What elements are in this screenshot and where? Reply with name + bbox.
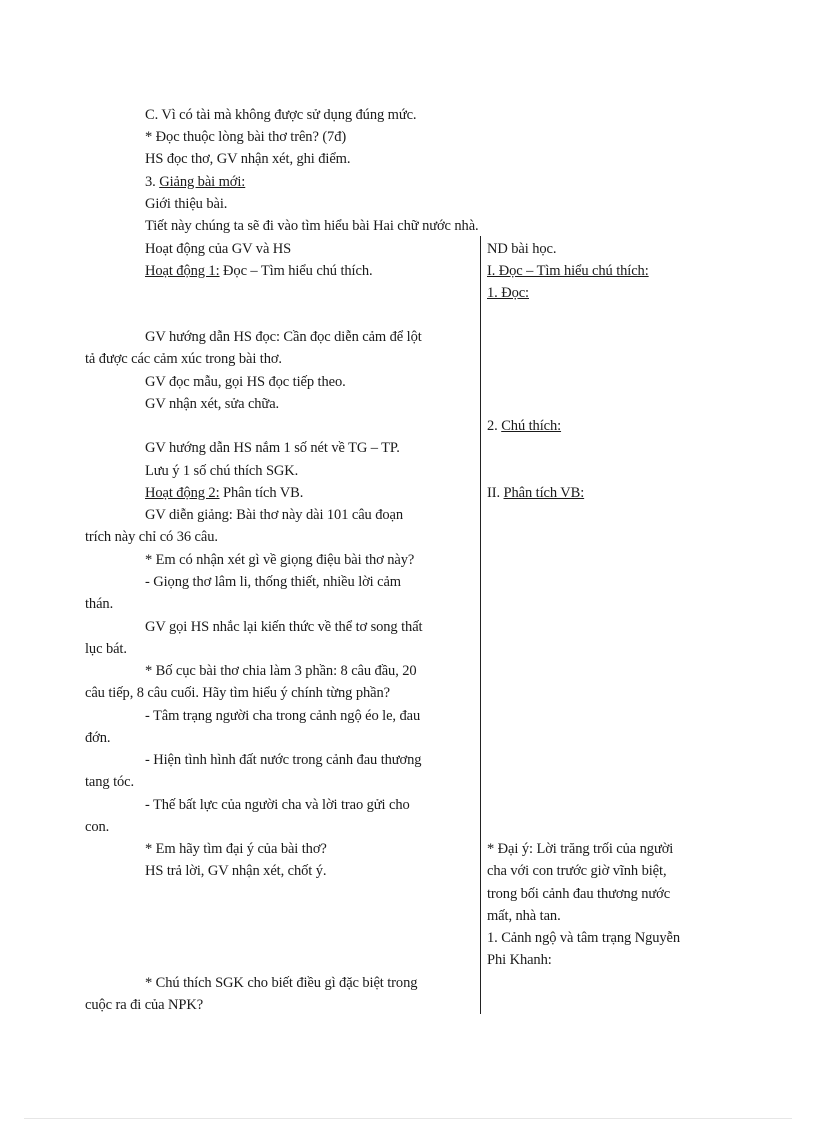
- left-column-header: Hoạt động của GV và HS: [145, 241, 292, 257]
- reading-guide-line-1: GV hướng dẫn HS đọc: Cần đọc diễn cảm để lột: [145, 329, 422, 345]
- section-2-number: II.: [487, 485, 500, 501]
- lecture-line-1: GV diễn giảng: Bài thơ này dài 101 câu đoạn: [145, 507, 404, 523]
- question-main-idea: * Em hãy tìm đại ý của bài thơ?: [145, 841, 327, 857]
- intro-question-recite: * Đọc thuộc lòng bài thơ trên? (7đ): [145, 129, 347, 145]
- activity-2-text: Phân tích VB.: [223, 485, 304, 501]
- page-bottom-edge: [24, 1118, 792, 1119]
- question-structure-line-1: * Bố cục bài thơ chia làm 3 phần: 8 câu đầu, 20: [145, 663, 417, 679]
- column-divider: [480, 236, 481, 1014]
- section-2-label: Phân tích VB:: [503, 485, 585, 501]
- teacher-reads: GV đọc mẫu, gọi HS đọc tiếp theo.: [145, 374, 346, 390]
- part-2-line-1: - Hiện tình hình đất nước trong cảnh đau thương: [145, 752, 422, 768]
- question-tone: * Em có nhận xét gì về giọng điệu bài thơ này?: [145, 552, 415, 568]
- intro-lesson-intro: Giới thiệu bài.: [145, 196, 228, 212]
- activity-1-label: Hoạt động 1:: [145, 263, 220, 279]
- lecture-line-2: trích này chỉ có 36 câu.: [85, 529, 218, 545]
- intro-new-lesson: [145, 171, 245, 193]
- part-3-line-2: con.: [85, 819, 110, 835]
- reading-guide-line-2: tả được các cảm xúc trong bài thơ.: [85, 351, 282, 367]
- part-2-line-2: tang tóc.: [85, 774, 135, 790]
- right-column-header: ND bài học.: [487, 241, 557, 257]
- question-structure-line-2: câu tiếp, 8 câu cuối. Hãy tìm hiểu ý chính từng phần?: [85, 685, 390, 701]
- student-answer-note: HS trả lời, GV nhận xét, chốt ý.: [145, 863, 327, 879]
- question-departure-line-2: cuộc ra đi của NPK?: [85, 997, 204, 1013]
- new-lesson-heading: Giảng bài mới:: [159, 174, 246, 190]
- activity-2-label: Hoạt động 2:: [145, 485, 220, 501]
- part-3-line-1: - Thế bất lực của người cha và lời trao gửi cho: [145, 797, 410, 813]
- question-departure-line-1: * Chú thích SGK cho biết điều gì đặc biệt trong: [145, 975, 418, 991]
- intro-lesson-description: Tiết này chúng ta sẽ đi vào tìm hiểu bài Hai chữ nước nhà.: [145, 218, 479, 234]
- main-idea-line-3: trong bối cảnh đau thương nước: [487, 886, 671, 902]
- footnotes-number: 2.: [487, 418, 498, 434]
- verse-form-line-2: lục bát.: [85, 641, 127, 657]
- activity-1: [145, 260, 373, 282]
- author-work-guide: GV hướng dẫn HS nắm 1 số nét về TG – TP.: [145, 440, 400, 456]
- section-1-reading: 1. Đọc:: [487, 285, 529, 301]
- footnotes-label: Chú thích:: [501, 418, 562, 434]
- section-1-heading: I. Đọc – Tìm hiểu chú thích:: [487, 263, 649, 279]
- intro-grading-note: HS đọc thơ, GV nhận xét, ghi điểm.: [145, 151, 351, 167]
- activity-1-text: Đọc – Tìm hiểu chú thích.: [223, 263, 373, 279]
- answer-tone-line-2: thán.: [85, 596, 114, 612]
- footnote-note: Lưu ý 1 số chú thích SGK.: [145, 463, 299, 479]
- new-lesson-number: 3.: [145, 174, 156, 190]
- main-idea-line-1: * Đại ý: Lời trăng trối của người: [487, 841, 674, 857]
- section-2-heading: [487, 482, 584, 504]
- section-1-footnotes: [487, 415, 561, 437]
- main-idea-line-2: cha với con trước giờ vĩnh biệt,: [487, 863, 667, 879]
- verse-form-line-1: GV gọi HS nhắc lại kiến thức về thể tơ song thất: [145, 619, 423, 635]
- main-idea-line-4: mất, nhà tan.: [487, 908, 561, 924]
- intro-answer-c: C. Vì có tài mà không được sử dụng đúng mức.: [145, 107, 417, 123]
- part-1-line-1: - Tâm trạng người cha trong cảnh ngộ éo le, đau: [145, 708, 421, 724]
- answer-tone-line-1: - Giọng thơ lâm li, thống thiết, nhiều lời cảm: [145, 574, 401, 590]
- circumstance-heading-line-2: Phi Khanh:: [487, 952, 552, 968]
- part-1-line-2: đớn.: [85, 730, 111, 746]
- activity-2: [145, 482, 303, 504]
- teacher-corrects: GV nhận xét, sửa chữa.: [145, 396, 280, 412]
- circumstance-heading-line-1: 1. Cảnh ngộ và tâm trạng Nguyễn: [487, 930, 681, 946]
